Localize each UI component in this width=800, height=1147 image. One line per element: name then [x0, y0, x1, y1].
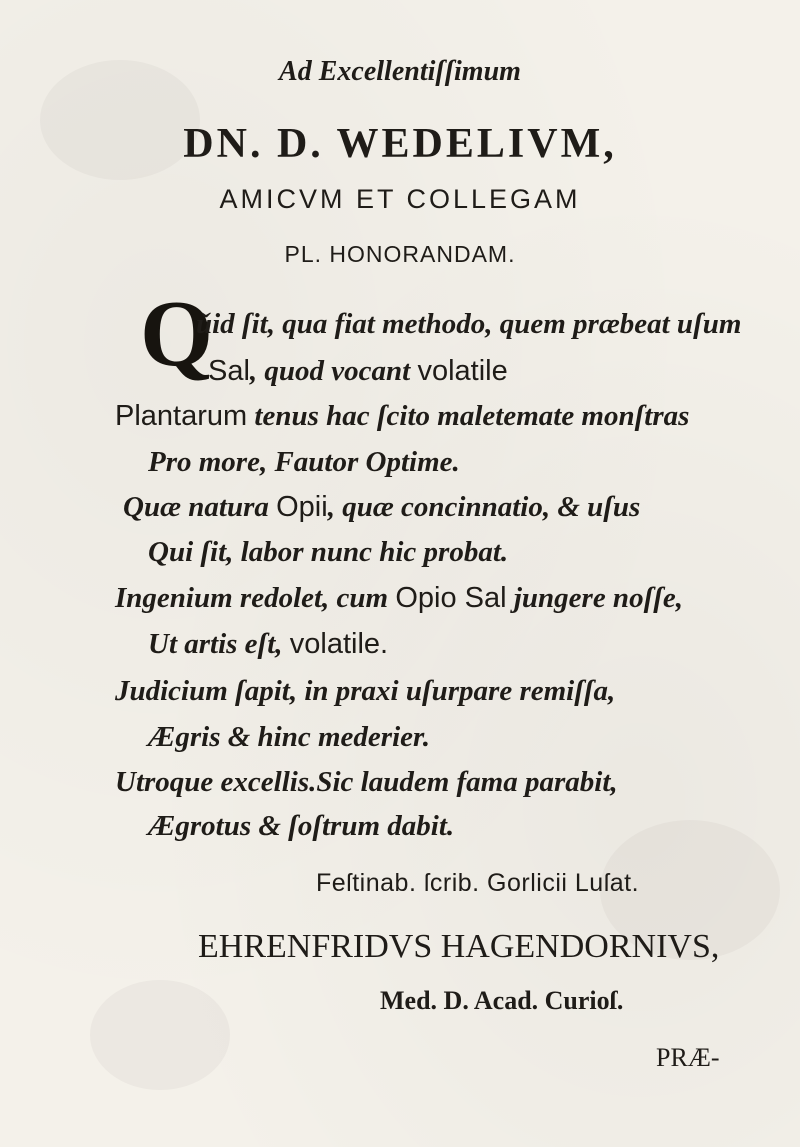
poem-line-5-a: Quæ natura	[123, 491, 269, 523]
poem-line-9: Judicium ſapit, in praxi uſurpare remiſſa,	[115, 675, 616, 707]
poem-line-2-roman: Sal	[208, 355, 250, 387]
poem-line-8-a: Ut artis eſt,	[148, 628, 283, 660]
poem-line-12: Ægrotus & ſoſtrum dabit.	[148, 810, 455, 842]
dedication-line: Ad Excellentiſſimum	[279, 56, 521, 87]
poem-line-8-b: volatile.	[289, 628, 389, 660]
poem-line-2-italic: , quod vocant	[249, 355, 411, 387]
poem-line-11: Utroque excellis.Sic laudem fama parabit,	[115, 766, 618, 798]
poem-line-7-c: jungere noſſe,	[513, 582, 684, 614]
recipient-honor: PL. HONORANDAM.	[284, 241, 516, 267]
poem-line-3-roman: Plantarum	[115, 400, 248, 432]
poem-line-3-italic: tenus hac ſcito maletemate monſtras	[254, 400, 690, 432]
poem-line-7	[115, 584, 683, 613]
poem-line-2	[208, 357, 508, 386]
recipient-name: DN. D. WEDELIVM,	[183, 121, 617, 167]
poem-line-2-end: volatile	[417, 355, 508, 387]
signature-place: Feſtinab. ſcrib. Gorlicii Luſat.	[316, 869, 640, 897]
poem-line-10: Ægris & hinc mederier.	[148, 721, 430, 753]
recipient-role: AMICVM ET COLLEGAM	[219, 184, 581, 214]
poem-line-4: Pro more, Fautor Optime.	[148, 446, 460, 478]
poem-line-1: ǔid ſit, qua fiat methodo, quem præbeat uſum	[196, 308, 742, 340]
catchword: PRÆ-	[656, 1043, 720, 1072]
paper-stain	[90, 980, 230, 1090]
poem-line-5-c: , quæ concinnatio, & uſus	[327, 491, 641, 523]
poem-line-6: Qui ſit, labor nunc hic probat.	[148, 536, 509, 568]
signature-title: Med. D. Acad. Curioſ.	[380, 986, 624, 1015]
drop-cap: Q	[140, 282, 214, 386]
poem-line-7-a: Ingenium redolet, cum	[115, 582, 389, 614]
signature-author: EHRENFRIDVS HAGENDORNIVS,	[198, 928, 720, 965]
poem-line-5	[123, 493, 640, 522]
poem-line-3	[115, 402, 689, 431]
poem-line-7-b: Opio Sal	[395, 582, 507, 614]
poem-line-5-b: Opii	[276, 491, 328, 523]
poem-line-8	[148, 630, 388, 659]
